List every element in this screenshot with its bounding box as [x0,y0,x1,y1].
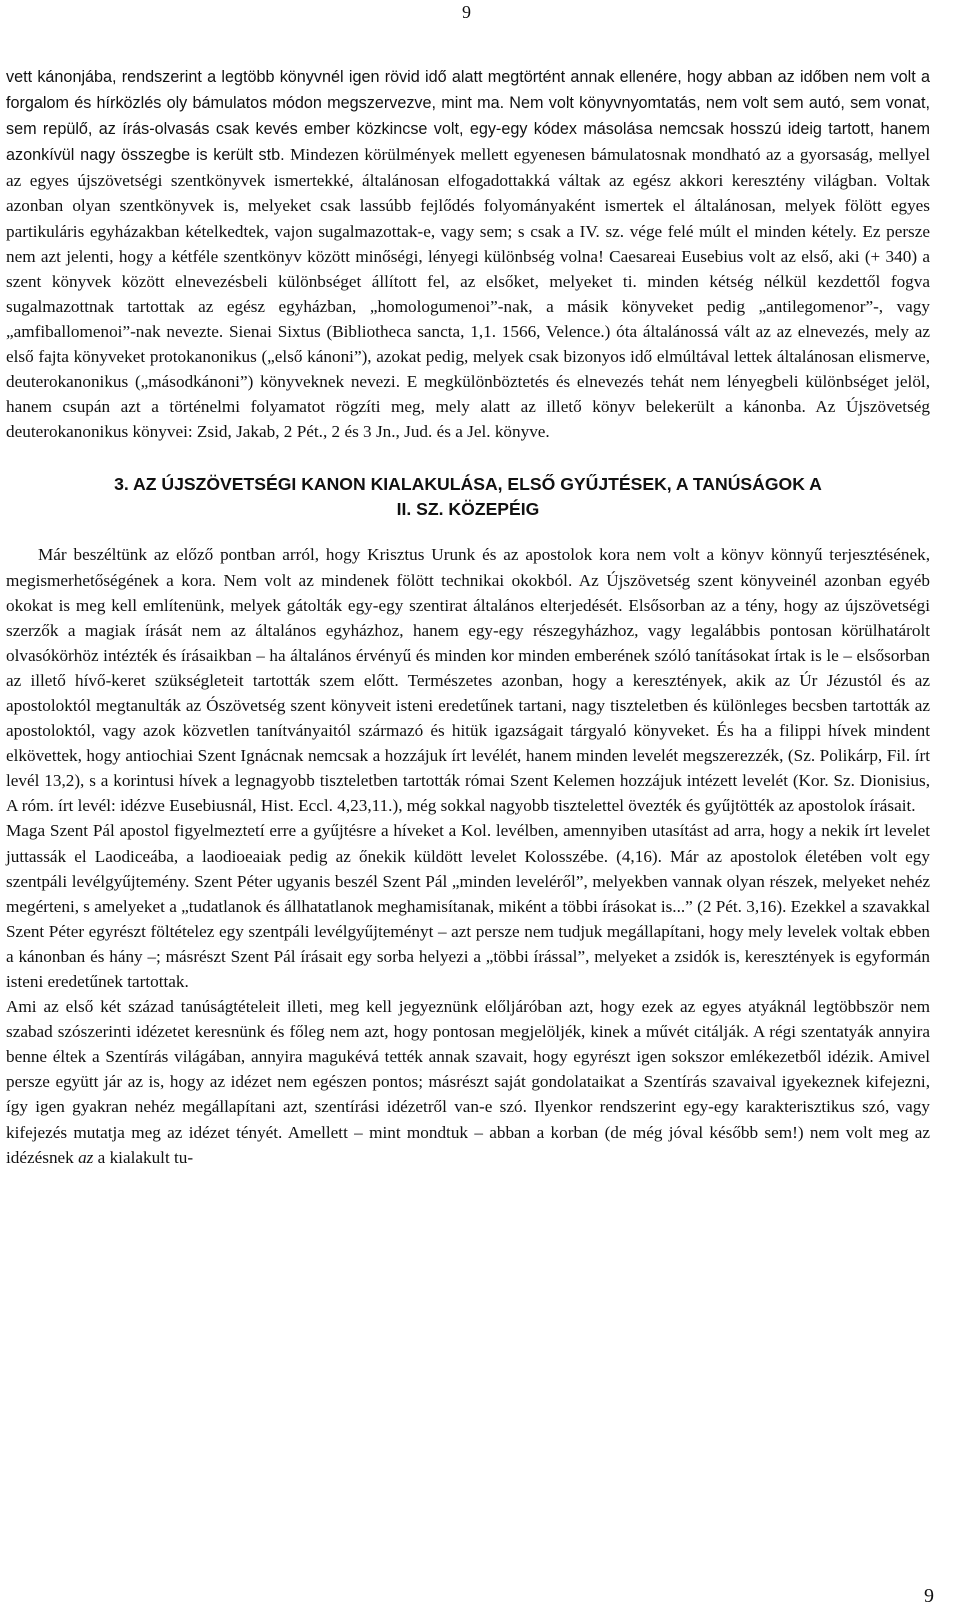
paragraph-saint-paul: Maga Szent Pál apostol figyelmeztetí erre a gyűjtésre a híveket a Kol. levélben, amennyiben utasítást ad arra, hogy a nekik írt levelet juttassák el Laodiceába, a laodioeaiak pedig az őnekik küldött levelet Kolosszébe. (4,16). Már az apostolok életében volt egy szentpáli levélgyűjtemény. Szent Péter ugyanis beszél Szent Pál „minden leveléről”, melyekben vannak olyan részek, melyeket nehéz megérteni, s amelyeket a „tudatlanok és állhatatlanok meghamisítanak, miként a többi írásokat is...” (2 Pét. 3,16). Ezekkel a szavakkal Szent Péter egyrészt föltételez egy szentpáli levélgyűjteményt – azt persze nem tudjuk megállapítani, hogy mely levelek voltak ebben a kánonban és hány –; másrészt Szent Pál írásait egy sorba helyezi a „többi írással”, melyeket a zsidók is, keresztények is egyformán isteni eredetűnek tartottak. [6,821,930,991]
paragraph-testimonies-text-a: Ami az első két század tanúságtételeit illeti, meg kell jegyeznünk előljáróban azt, hogy ezek az egyes atyáknál legtöbbször nem szabad szószerinti idézetet keresnünk és főleg nem azt, hogy pontosan megjelöljék, kinek a művét citálják. A régi szentatyák annyira benne éltek a Szentírás világában, annyira magukévá tették annak szavait, hogy egyrészt igen sokszor emlékezetből idézik. Amivel persze együtt jár az is, hogy az idézet nem egészen pontos; másrészt saját gondolataikat a Szentírás szavaival igyekeznek kifejezni, így igen gyakran nehéz megállapítani azt, szentírási idézetről van-e szó. Ilyenkor rendszerint egy-egy karakterisztikus szó, vagy kifejezés mutatja meg az idézet tényét. Amellett – mint mondtuk – abban a korban (de még jóval később sem!) nem volt meg az idézésnek [6,997,930,1167]
section-heading-line2: II. SZ. KÖZEPÉIG [396,499,540,520]
section-heading [6,472,930,522]
paragraph-canon-history-sans: vett kánonjába, rendszerint a legtöbb könyvnél igen rövid idő alatt megtörtént annak ellenére, hogy abban az időben nem volt a forgalom és hírközlés oly bámulatos módon megszervezve, mint ma. Nem volt könyvnyomtatás, nem volt sem autó, sem vonat, sem repülő, az írás-olvasás csak kevés ember közkincse volt, egy-egy kódex másolása nemcsak hosszú ideig tartott, hanem azonkívül nagy összegbe is került stb. [6,68,930,165]
page-content [6,64,930,1170]
paragraph-testimonies-text-b: a kialakult tu- [93,1147,194,1167]
paragraph-canon-history-serif: Mindezen körülmények mellett egyenesen bámulatosnak mondható az a gyorsaság, mellyel az egyes újszövetségi szentkönyvek ismertekké, általánosan elfogadottakká váltak az egész akkori keresztény világban. Voltak azonban olyan szentkönyvek is, melyeket csak lassúbb fejlődés folyományaként ismertek el általánosan, melyek fölött egyes partikuláris egyházakban kételkedtek, vajon sugalmazottak-e, vagy sem; s csak a IV. sz. vége felé múlt el minden kétely. Ez persze nem azt jelenti, hogy a kétféle szentkönyv között minőségi, lényegi különbség volna! Caesareai Eusebius volt az első, aki (+ 340) a szent könyvek között elnevezésbeli különbséget állított fel, az elsőket, melyeket ti. minden kétség nélkül kezdettől fogva sugalmazottnak tartottak az egész egyházban, „homologumenoi”-nak, a másik könyveket pedig „antilegomenor”-, vagy „amfiballomenoi”-nak nevezte. Sienai Sixtus (Bibliotheca sancta, 1,1. 1566, Velence.) óta általánossá vált az az elnevezés, mely az első fajta könyveket protokanonikus („első kánoni”), azokat pedig, melyek csak bizonyos idő elmúltával lettek általánosan elismerve, deuterokanonikus („másodkánoni”) könyveknek nevezi. E megkülönböztetés és elnevezés tehát nem lényegbeli különbséget jelöl, hanem csupán azt a történelmi folyamatot rögzíti meg, mely alatt az illető könyv belekerült a kánonba. Az Újszövetség deuterokanonikus könyvei: Zsid, Jakab, 2 Pét., 2 és 3 Jn., Jud. és a Jel. könyve. [6,145,930,442]
paragraph-testimonies [6,994,930,1170]
paragraph-canon-history [6,64,930,444]
page-number-bottom: 9 [924,1585,934,1607]
paragraph-testimonies-emphasis: az [78,1147,94,1167]
page-number-top: 9 [462,2,471,22]
section-heading-line1: 3. AZ ÚJSZÖVETSÉGI KANON KIALAKULÁSA, ELSŐ GYŰJTÉSEK, A TANÚSÁGOK A [114,474,822,495]
paragraph-early-spread: Már beszéltünk az előző pontban arról, hogy Krisztus Urunk és az apostolok kora nem volt a könyv könnyű terjesztésének, megismerhetőségének a kora. Nem volt az mindenek fölött technikai okokból. Az Újszövetség szent könyveinél azonban egyéb okokat is meg kell említenünk, melyek gátolták egy-egy szentirat általános elterjedését. Elsősorban az a tény, hogy az újszövetségi szerzők a magiak írását nem az általános egyházhoz, hanem egy-egy részegyházhoz, vagy legalábbis pontosan körülhatárolt olvasókörhöz intézték és írásaikban – ha általános érvényű és minden kor minden emberének szóló tanításokat írtak is le – elsősorban az illető hívő-keret szükségleteit tartották szem előtt. Természetes azonban, hogy a keresztények, akik az Úr Jézustól és az apostoloktól megtanulták az Ószövetség szent könyveit isteni eredetűnek tartani, nagy tiszteletben és különleges becsben tartották az apostoloktól, vagy azok közvetlen tanítványaitól származó és hitük igazságait tárgyaló könyveket. És ha a filippi hívek mindent elkövettek, hogy antiochiai Szent Ignácnak nemcsak a hozzájuk írt levélét, hanem minden levelét megszerezzék, (Sz. Polikárp, Fil. írt levél 13,2), s a korintusi hívek a legnagyobb tiszteletben tartották római Szent Kelemen hozzájuk intézett levelét (Kor. Sz. Dionisius, A róm. írt levél: idézve Eusebiusnál, Hist. Eccl. 4,23,11.), még sokkal nagyobb tisztelettel övezték és gyűjtötték az apostolok írásait. [6,545,930,816]
